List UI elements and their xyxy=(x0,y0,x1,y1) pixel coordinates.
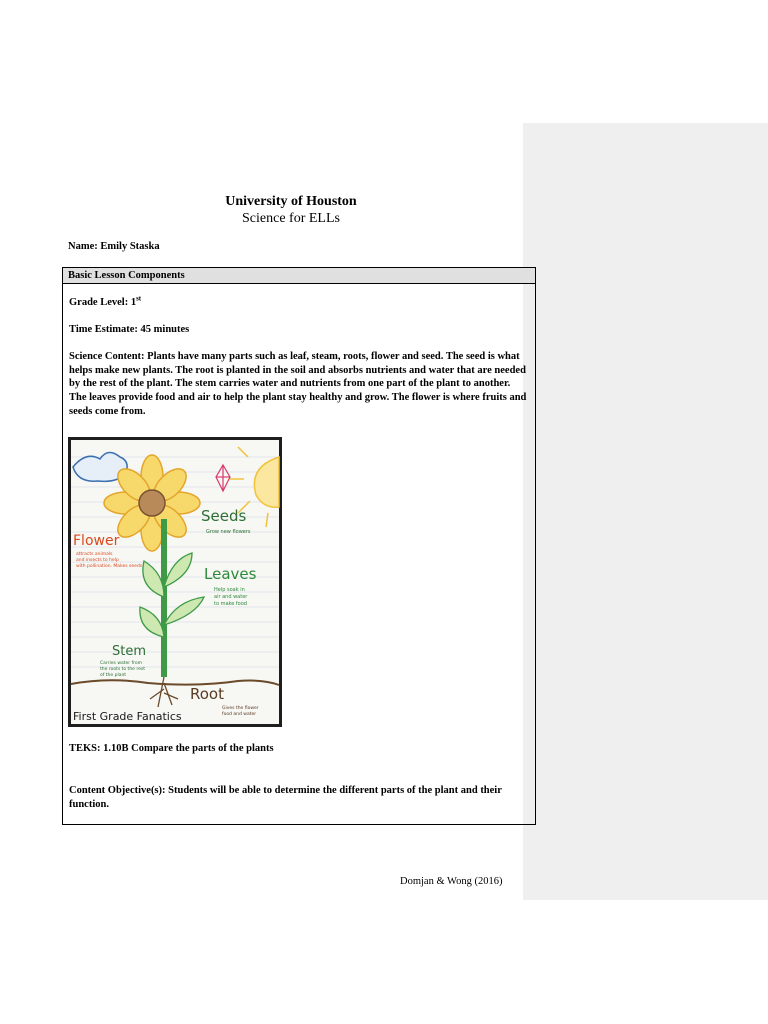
flower-note-3: with pollination. Makes seeds xyxy=(76,564,143,569)
time-estimate: Time Estimate: 45 minutes xyxy=(69,324,190,335)
leaves-note-2: air and water xyxy=(214,594,248,600)
flower-note-2: and insects to help xyxy=(76,558,119,563)
flower-note-1: attracts animals xyxy=(76,552,113,557)
content-objective: Content Objective(s): Students will be able to determine the different parts of the plant and their function. xyxy=(69,785,502,810)
flower-label: Flower xyxy=(73,533,120,549)
grade-level-text: Grade Level: 1 xyxy=(69,297,137,308)
root-note-1: Gives the flower xyxy=(222,706,259,711)
comments-margin-pane xyxy=(523,123,768,900)
root-note-2: food and water xyxy=(222,712,257,717)
root-label: Root xyxy=(190,685,224,703)
plant-anchor-chart-image xyxy=(68,437,282,727)
leaves-note-1: Help soak in xyxy=(214,587,245,593)
teks-standard: TEKS: 1.10B Compare the parts of the plants xyxy=(69,743,274,754)
leaves-note-3: to make food xyxy=(214,601,247,607)
stem-note-2: the roots to the rest xyxy=(100,667,146,672)
grade-level xyxy=(69,296,141,310)
footer-citation: Domjan & Wong (2016) xyxy=(400,876,503,887)
stem-note-3: of the plant xyxy=(100,673,127,678)
seeds-note: Grow new flowers xyxy=(206,529,251,535)
stem-note-1: Carries water from xyxy=(100,661,143,666)
table-heading: Basic Lesson Components xyxy=(63,268,535,284)
grade-level-suffix: st xyxy=(136,294,142,303)
student-name: Name: Emily Staska xyxy=(68,241,160,252)
course-subtitle: Science for ELLs xyxy=(242,211,340,226)
university-title: University of Houston xyxy=(225,194,357,209)
leaves-label: Leaves xyxy=(204,565,257,583)
stem-label: Stem xyxy=(112,644,147,659)
seeds-label: Seeds xyxy=(201,507,247,525)
chart-credit: First Grade Fanatics xyxy=(73,710,182,723)
science-content: Science Content: Plants have many parts such as leaf, steam, roots, flower and seed. The seed is what helps make new plants. The root is planted in the soil and absorbs nutrients and water that are needed by the rest of the plant. The stem carries water and nutrients from one part of the plant to another. The leaves provide food and air to help the plant stay healthy and grow. The flower is where fruits and seeds come from. xyxy=(69,351,527,417)
